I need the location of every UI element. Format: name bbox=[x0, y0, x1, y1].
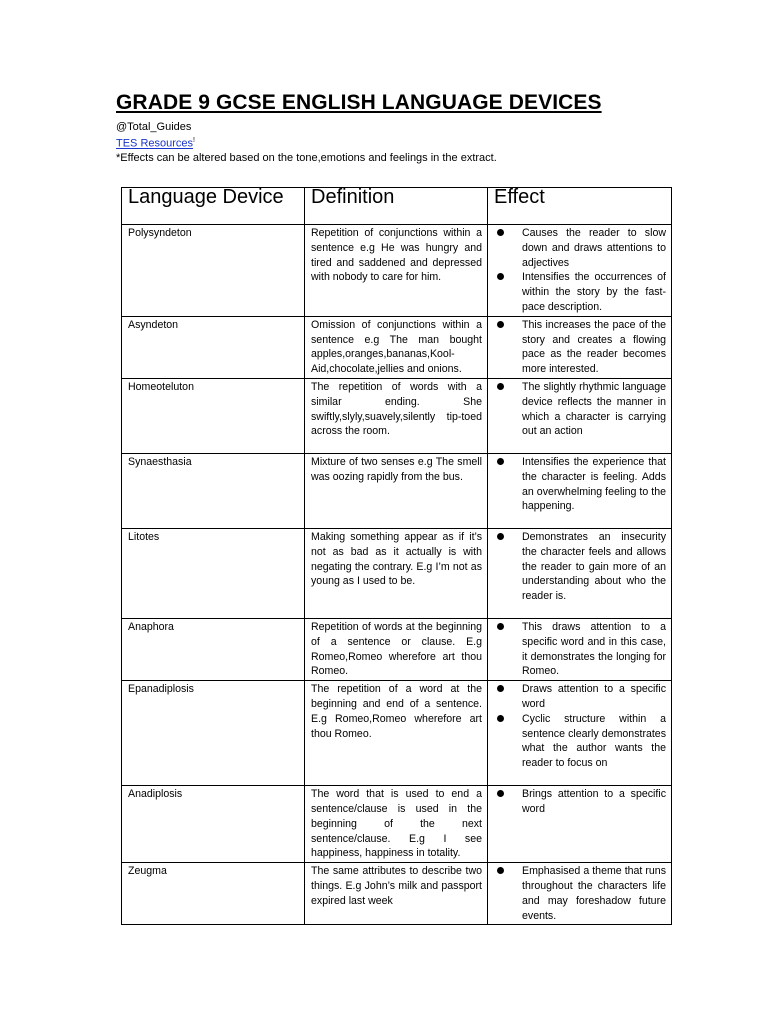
effect-item bbox=[494, 455, 666, 514]
effect-item bbox=[494, 712, 666, 771]
table-row bbox=[122, 786, 672, 863]
table-row bbox=[122, 681, 672, 786]
effect-item bbox=[494, 682, 666, 712]
definition-cell: The repetition of a word at the beginning and end of a sentence. E.g Romeo,Romeo wherefore art thou Romeo. bbox=[305, 681, 488, 786]
tes-resources-link[interactable]: TES Resources bbox=[116, 137, 194, 150]
definition-cell: Repetition of conjunctions within a sentence e.g He was hungry and tired and saddened and depressed with nobody to care for him. bbox=[305, 225, 488, 317]
effects-note: *Effects can be altered based on the tone,emotions and feelings in the extract. bbox=[116, 151, 497, 164]
device-name-cell: Epanadiplosis bbox=[122, 681, 305, 786]
bullet-icon bbox=[497, 623, 504, 630]
header-effect: Effect bbox=[488, 188, 672, 225]
effect-text: Demonstrates an insecurity the character feels and allows the reader to gain more of an understanding about who the reader is. bbox=[522, 530, 666, 603]
effects-list bbox=[494, 455, 666, 514]
effect-text: The slightly rhythmic language device reflects the manner in which a character is carrying out an action bbox=[522, 380, 666, 438]
effect-item bbox=[494, 226, 666, 270]
effect-cell bbox=[488, 786, 672, 863]
table-row bbox=[122, 528, 672, 618]
definition-cell: The word that is used to end a sentence/clause is used in the beginning of the next sentence/clause. E.g I see happiness, happiness in totality. bbox=[305, 786, 488, 863]
author-handle: @Total_Guides bbox=[116, 121, 192, 133]
effect-text: Causes the reader to slow down and draws attentions to adjectives bbox=[522, 227, 666, 269]
bullet-icon bbox=[497, 715, 504, 722]
device-name-cell: Litotes bbox=[122, 528, 305, 618]
bullet-icon bbox=[497, 685, 504, 692]
effects-list bbox=[494, 787, 666, 817]
device-name-cell: Zeugma bbox=[122, 863, 305, 925]
header-language-device: Language Device bbox=[122, 188, 305, 225]
effects-list bbox=[494, 530, 666, 604]
definition-cell: The repetition of words with a similar ending. She swiftly,slyly,suavely,silently tip-toed across the room. bbox=[305, 378, 488, 453]
effect-text: This increases the pace of the story and creates a flowing pace as the reader becomes more interested. bbox=[522, 318, 666, 376]
effect-cell bbox=[488, 378, 672, 453]
effect-item bbox=[494, 864, 666, 923]
effect-text: Draws attention to a specific word bbox=[522, 683, 666, 710]
effects-list bbox=[494, 864, 666, 923]
definition-cell: Omission of conjunctions within a sentence e.g The man bought apples,oranges,bananas,Kool-Aid,chocolate,jellies and onions. bbox=[305, 316, 488, 378]
device-name-cell: Asyndeton bbox=[122, 316, 305, 378]
effect-cell bbox=[488, 681, 672, 786]
effect-text: Cyclic structure within a sentence clearly demonstrates what the author wants the reader to focus on bbox=[522, 712, 666, 770]
document-header bbox=[116, 90, 676, 165]
language-devices-table bbox=[121, 187, 672, 925]
device-name-cell: Anadiplosis bbox=[122, 786, 305, 863]
table-header-row bbox=[122, 188, 672, 225]
bullet-icon bbox=[497, 867, 504, 874]
effect-cell bbox=[488, 316, 672, 378]
tes-resources-line bbox=[116, 134, 676, 151]
effect-text: Emphasised a theme that runs throughout the characters life and may foreshadow future events. bbox=[522, 865, 666, 922]
device-name-cell: Homeoteluton bbox=[122, 378, 305, 453]
table-row bbox=[122, 863, 672, 925]
effect-item bbox=[494, 380, 666, 439]
table-body bbox=[122, 225, 672, 925]
effect-text: Brings attention to a specific word bbox=[522, 788, 666, 815]
bullet-icon bbox=[497, 383, 504, 390]
device-name-cell: Polysyndeton bbox=[122, 225, 305, 317]
effect-item bbox=[494, 530, 666, 604]
effect-item bbox=[494, 620, 666, 679]
document-title: GRADE 9 GCSE ENGLISH LANGUAGE DEVICES bbox=[116, 91, 602, 114]
effect-cell bbox=[488, 453, 672, 528]
effect-cell bbox=[488, 863, 672, 925]
effect-item bbox=[494, 270, 666, 314]
table-row bbox=[122, 316, 672, 378]
definition-cell: The same attributes to describe two things. E.g John’s milk and passport expired last week bbox=[305, 863, 488, 925]
bullet-icon bbox=[497, 533, 504, 540]
effects-list bbox=[494, 620, 666, 679]
bullet-icon bbox=[497, 229, 504, 236]
table-row bbox=[122, 453, 672, 528]
effect-item bbox=[494, 318, 666, 377]
bullet-icon bbox=[497, 321, 504, 328]
table-row bbox=[122, 378, 672, 453]
definition-cell: Mixture of two senses e.g The smell was oozing rapidly from the bus. bbox=[305, 453, 488, 528]
table-row bbox=[122, 618, 672, 680]
table-row bbox=[122, 225, 672, 317]
effect-cell bbox=[488, 225, 672, 317]
bullet-icon bbox=[497, 273, 504, 280]
bullet-icon bbox=[497, 790, 504, 797]
effects-list bbox=[494, 380, 666, 439]
effects-list bbox=[494, 226, 666, 315]
device-name-cell: Synaesthasia bbox=[122, 453, 305, 528]
device-name-cell: Anaphora bbox=[122, 618, 305, 680]
effects-list bbox=[494, 318, 666, 377]
header-definition: Definition bbox=[305, 188, 488, 225]
effect-text: This draws attention to a specific word and in this case, it demonstrates the longing for Romeo. bbox=[522, 620, 666, 678]
definition-cell: Making something appear as if it’s not as bad as it actually is with negating the contrary. E.g I’m not as young as I used to be. bbox=[305, 528, 488, 618]
link-superscript: ! bbox=[193, 137, 195, 144]
effect-cell bbox=[488, 618, 672, 680]
effects-list bbox=[494, 682, 666, 771]
effect-item bbox=[494, 787, 666, 817]
effect-text: Intensifies the occurrences of within the story by the fast-pace description. bbox=[522, 271, 666, 313]
effect-text: Intensifies the experience that the character is feeling. Adds an overwhelming feeling to the happening. bbox=[522, 455, 666, 513]
effect-cell bbox=[488, 528, 672, 618]
bullet-icon bbox=[497, 458, 504, 465]
definition-cell: Repetition of words at the beginning of a sentence or clause. E.g Romeo,Romeo wherefore art thou Romeo. bbox=[305, 618, 488, 680]
